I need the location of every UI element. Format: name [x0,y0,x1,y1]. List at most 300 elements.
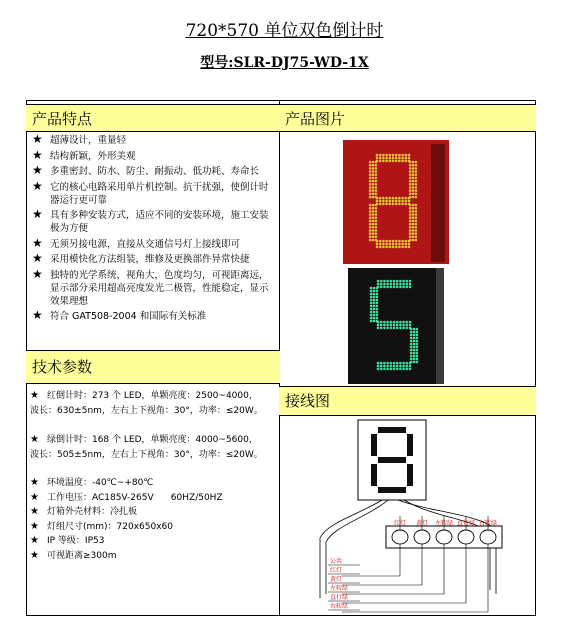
led-dot [399,324,402,327]
terminal-label: 直行绿 [456,520,476,527]
led-dot [375,170,378,173]
led-dot [369,180,372,183]
led-dot [415,167,418,170]
led-dot [413,337,416,340]
led-dot [376,154,379,157]
led-dot [376,203,379,206]
led-dot [409,223,412,226]
led-dot [395,154,398,157]
led-dot [395,240,398,243]
led-dot [409,164,412,167]
led-dot [369,223,372,226]
led-dot [415,216,418,219]
led-dot [392,160,395,163]
led-dot [375,161,378,164]
led-dot [409,283,412,286]
wire-labels [328,557,360,610]
led-dot [415,180,418,183]
led-dot [375,186,378,189]
led-dot [376,317,379,320]
led-dot [370,299,373,302]
led-dot [385,197,388,200]
led-dot [375,189,378,192]
green-housing-side [436,268,444,384]
led-dot [373,305,376,308]
led-dot [383,280,386,283]
led-dot [409,327,412,330]
led-dot [398,240,401,243]
led-dot [379,154,382,157]
led-dot [385,200,388,203]
led-dot [370,290,373,293]
led-dot [382,160,385,163]
led-dot [409,173,412,176]
led-dot [372,226,375,229]
led-dot [413,328,416,331]
led-dot [410,352,413,355]
spec-green-line1: 绿倒计时：168 个 LED，单颗亮度：4000~5600， [46,435,258,445]
led-dot [372,207,375,210]
star-bullet-icon: ★ [30,477,39,488]
led-dot [408,200,411,203]
star-bullet-icon: ★ [32,266,43,281]
wire-label: 右转绿 [330,603,349,610]
led-dot [382,240,385,243]
led-dot [412,196,415,199]
led-dot [406,365,409,368]
star-bullet-icon: ★ [32,308,43,322]
led-dot [398,154,401,157]
led-dot [416,331,419,334]
led-dot [416,337,419,340]
led-dot [409,216,412,219]
led-dot [405,243,408,246]
star-bullet-icon: ★ [32,132,43,146]
led-dot [412,204,415,207]
led-dot [413,343,416,346]
led-dot [416,355,419,358]
led-dot [375,173,378,176]
spec-red-line2: 波长：630±5nm，左右上下视角：30°，功率：≤20W。 [30,406,263,416]
led-dot [392,203,395,206]
led-dot [373,287,376,290]
led-dot [412,223,415,226]
digit-segment [378,427,406,433]
led-dot [383,286,386,289]
led-dot [370,296,373,299]
led-dot [372,164,375,167]
led-dot [372,189,375,192]
led-dot [390,368,393,371]
led-dot [415,189,418,192]
led-dot [415,236,418,239]
led-dot [380,365,383,368]
led-dot [413,361,416,364]
led-dot [415,207,418,210]
led-dot [370,308,373,311]
led-dot [399,286,402,289]
led-dot [372,170,375,173]
led-dot [405,157,408,160]
led-dot [415,232,418,235]
led-dot [390,283,393,286]
led-dot [408,157,411,160]
led-dot [412,164,415,167]
led-dot [392,243,395,246]
list-item: ★ 符合 GAT508-2004 和国际有关标准 [32,308,207,322]
led-dot [375,223,378,226]
led-dot [413,355,416,358]
led-dot [393,324,396,327]
led-dot [369,204,372,207]
led-dot [415,204,418,207]
list-item: ★ 采用模快化方法组装，维修及更换部件异常快捷 [32,251,250,265]
led-dot [376,290,379,293]
led-dot [369,170,372,173]
led-dot [376,302,379,305]
star-bullet-icon: ★ [32,235,43,250]
led-dot [376,243,379,246]
led-dot [393,321,396,324]
led-dot [382,200,385,203]
led-dot [409,170,412,173]
led-dot [390,362,393,365]
led-dot [383,365,386,368]
led-dot [377,324,380,327]
led-dot [372,239,375,242]
led-dot [370,317,373,320]
led-dot [372,180,375,183]
led-dot [409,193,412,196]
led-dot [376,299,379,302]
led-dot [401,200,404,203]
led-dot [395,160,398,163]
terminal-screw [436,530,452,544]
led-dot [416,346,419,349]
led-dot [409,229,412,232]
led-dot [379,197,382,200]
star-bullet-icon: ★ [30,520,39,532]
led-dot [409,180,412,183]
led-dot [370,314,373,317]
led-dot [372,210,375,213]
led-dot [369,216,372,219]
terminal-screw [480,530,496,544]
led-dot [402,283,405,286]
led-dot [405,240,408,243]
led-dot [369,236,372,239]
led-dot [409,220,412,223]
led-dot [398,246,401,249]
led-dot [372,220,375,223]
led-dot [375,164,378,167]
led-dot [415,164,418,167]
led-dot [372,193,375,196]
digit-segment [407,464,413,486]
led-dot [409,236,412,239]
led-dot [395,157,398,160]
list-item: ★ 独特的光学系统，视角大，色度均匀，可视距离远，显示部分采用超高亮度发光二极管，性能稳定，显示效果理想 [32,266,269,307]
led-dot [373,317,376,320]
led-dot [415,226,418,229]
led-dot [375,183,378,186]
list-item: ★ 超薄设计，重量轻 [32,132,127,146]
led-dot [385,154,388,157]
led-dot [412,186,415,189]
led-dot [393,327,396,330]
led-dot [396,365,399,368]
led-dot [369,177,372,180]
led-dot [386,327,389,330]
led-dot [409,161,412,164]
wire-label: 黄灯 [330,576,343,583]
led-dot [376,197,379,200]
led-dot [413,340,416,343]
led-dot [396,283,399,286]
led-dot [410,358,413,361]
led-dot [409,186,412,189]
led-dot [373,311,376,314]
led-dot [395,197,398,200]
led-dot [412,226,415,229]
led-dot [389,203,392,206]
led-dot [410,340,413,343]
star-bullet-icon: ★ [30,491,39,503]
led-dot [385,203,388,206]
star-bullet-icon: ★ [30,535,39,546]
led-dot [396,368,399,371]
led-dot [412,216,415,219]
led-dot [413,334,416,337]
led-dot [377,368,380,371]
led-dot [389,243,392,246]
signal-wire [342,544,422,585]
wire-label: 红灯 [330,567,343,574]
led-dot [402,368,405,371]
led-dot [396,280,399,283]
led-dot [396,327,399,330]
led-dot [376,157,379,160]
led-dot [375,239,378,242]
led-dot [416,343,419,346]
led-dot [392,246,395,249]
led-dot [412,229,415,232]
led-dot [415,220,418,223]
list-item: ★ 多重密封、防水、防尘、耐振动、低功耗、寿命长 [32,163,260,177]
led-dot [389,160,392,163]
list-item: ★ 可视距离≥300m [30,549,117,561]
led-dot [373,308,376,311]
led-dot [373,314,376,317]
led-dot [408,243,411,246]
led-dot [412,220,415,223]
led-dot [369,193,372,196]
led-dot [399,327,402,330]
led-dot [409,362,412,365]
led-dot [416,352,419,355]
led-dot [370,311,373,314]
led-dot [377,365,380,368]
led-dot [406,280,409,283]
led-dot [402,280,405,283]
led-dot [412,183,415,186]
led-dot [410,337,413,340]
led-dot [380,286,383,289]
led-dot [405,197,408,200]
led-dot [379,240,382,243]
led-dot [370,287,373,290]
led-dot [413,346,416,349]
led-dot [409,213,412,216]
led-dot [382,154,385,157]
led-dot [399,321,402,324]
led-dot [402,365,405,368]
led-dot [379,160,382,163]
led-dot [413,352,416,355]
led-dot [406,286,409,289]
star-bullet-icon: ★ [32,251,43,265]
led-dot [369,183,372,186]
led-dot [410,334,413,337]
led-dot [379,246,382,249]
led-dot [405,246,408,249]
led-dot [372,213,375,216]
star-bullet-icon: ★ [32,207,43,221]
led-dot [402,327,405,330]
led-dot [372,173,375,176]
star-bullet-icon: ★ [30,390,39,401]
led-dot [379,200,382,203]
led-dot [379,157,382,160]
led-dot [369,164,372,167]
led-dot [401,157,404,160]
led-dot [369,186,372,189]
red-countdown-photo [343,140,449,264]
led-dot [412,213,415,216]
led-dot [408,246,411,249]
led-dot [373,302,376,305]
list-item: ★ 灯组尺寸(mm)：720x650x60 [30,520,173,532]
led-dot [382,203,385,206]
led-dot [377,283,380,286]
spec-green [30,432,276,463]
led-dot [372,177,375,180]
led-dot [375,216,378,219]
led-dot [383,324,386,327]
led-dot [409,368,412,371]
led-dot [413,349,416,352]
led-dot [375,226,378,229]
led-dot [401,197,404,200]
led-dot [398,243,401,246]
led-dot [409,286,412,289]
wiring-header [279,386,536,416]
led-dot [412,207,415,210]
star-bullet-icon: ★ [30,549,39,561]
terminal-label: 左转绿 [434,520,454,527]
led-dot [396,324,399,327]
led-dot [405,203,408,206]
digit-segment [371,464,377,486]
led-dot [373,296,376,299]
led-dot [408,197,411,200]
led-dot [376,246,379,249]
led-dot [389,157,392,160]
led-dot [389,200,392,203]
led-dot [372,232,375,235]
led-dot [375,177,378,180]
led-dot [369,196,372,199]
led-dot [416,349,419,352]
led-dot [399,280,402,283]
led-dot [409,324,412,327]
led-dot [412,167,415,170]
wire-bundle-left [320,500,382,598]
spec-red [30,388,276,419]
features-title: 产品特点 [32,110,93,128]
led-dot [376,308,379,311]
led-dot [416,340,419,343]
specs-header [26,350,280,384]
led-dot [386,365,389,368]
led-dot [369,229,372,232]
led-dot [395,246,398,249]
led-dot [405,160,408,163]
star-bullet-icon: ★ [32,163,43,177]
led-dot [376,293,379,296]
led-dot [369,226,372,229]
led-dot [385,160,388,163]
led-dot [398,157,401,160]
led-dot [401,243,404,246]
led-dot [409,207,412,210]
led-dot [402,286,405,289]
led-dot [379,203,382,206]
signal-wire [342,544,444,594]
list-item: ★ 结构新颖，外形美观 [32,147,136,162]
led-dot [375,236,378,239]
led-dot [406,368,409,371]
digit-segment [371,434,377,456]
led-dot [410,355,413,358]
led-dot [382,157,385,160]
terminal-label: 红灯 [393,520,407,527]
led-dot [392,197,395,200]
led-dot [395,200,398,203]
led-dot [412,232,415,235]
led-dot [398,160,401,163]
star-bullet-icon: ★ [30,506,39,517]
led-dot [369,207,372,210]
led-dot [372,236,375,239]
led-dot [409,321,412,324]
led-dot [409,167,412,170]
led-dot [415,196,418,199]
led-dot [413,358,416,361]
led-dot [392,157,395,160]
led-dot [398,200,401,203]
led-dot [386,368,389,371]
led-dot [389,197,392,200]
led-dot [375,210,378,213]
led-dot [375,213,378,216]
spec-red-line1: 红倒计时：273 个 LED，单颗亮度：2500~4000， [46,391,258,401]
led-dot [383,321,386,324]
led-dot [375,232,378,235]
led-dot [415,193,418,196]
led-dot [409,226,412,229]
led-dot [415,177,418,180]
